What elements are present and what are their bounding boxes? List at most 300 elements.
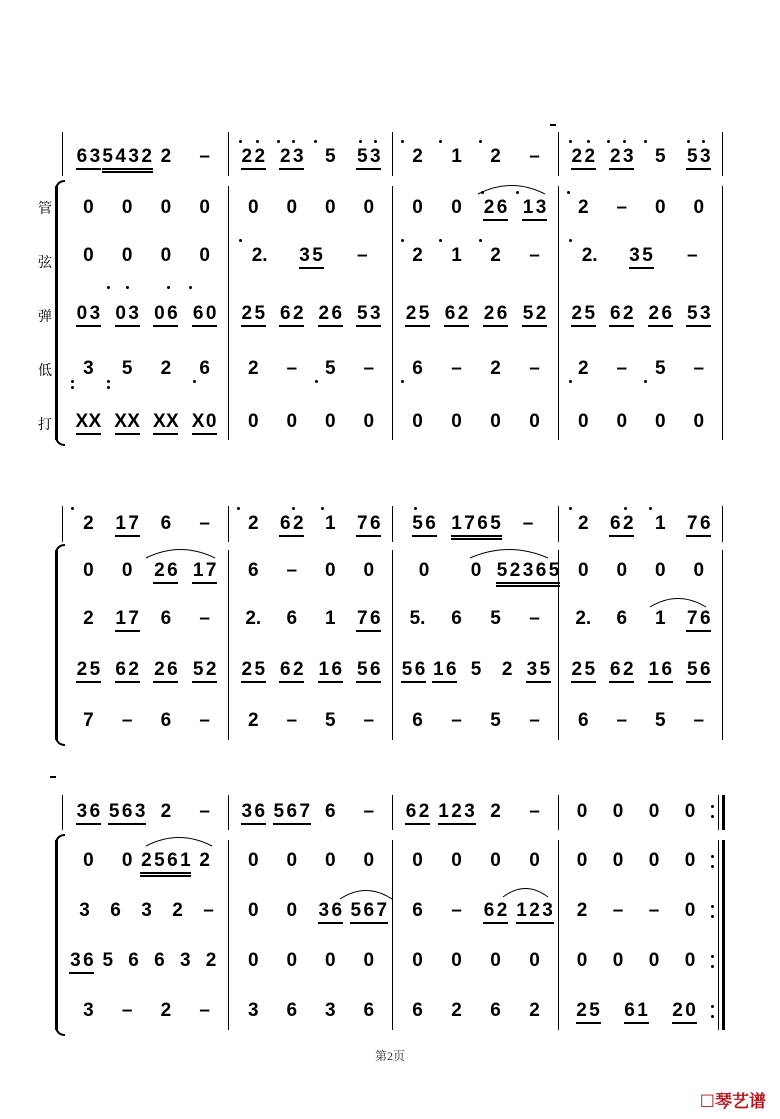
note: 5: [412, 513, 423, 534]
note: 5: [589, 1000, 600, 1021]
note: 2.: [251, 245, 268, 266]
note: 6: [121, 801, 133, 822]
note: 6: [609, 303, 621, 324]
note: 6: [286, 801, 298, 822]
note: 0: [199, 245, 210, 266]
note: 5: [312, 245, 323, 266]
note: 5: [584, 303, 596, 324]
barline: [392, 795, 393, 830]
note: 6: [496, 197, 508, 218]
barline: [558, 186, 559, 440]
underline: [273, 823, 311, 825]
barline: [228, 550, 229, 740]
note: 5: [102, 950, 114, 971]
octave-dot: [711, 815, 714, 818]
note: 2: [622, 303, 634, 324]
note: 0: [684, 950, 696, 971]
note: 2: [571, 146, 583, 167]
note: 5: [89, 659, 101, 680]
octave-dot: [374, 140, 377, 143]
note: 6: [110, 900, 121, 921]
note: 2: [205, 659, 217, 680]
underline: [69, 972, 94, 974]
barline: [62, 795, 63, 830]
note: 0: [490, 950, 501, 971]
underline: [444, 325, 469, 327]
note: 2: [405, 303, 417, 324]
note: 3: [299, 245, 310, 266]
note: 2: [576, 1000, 587, 1021]
slur-arc: [146, 835, 212, 847]
note: 0: [247, 850, 259, 871]
note: 3: [324, 1000, 336, 1021]
dash: –: [203, 900, 214, 921]
note: 3: [369, 303, 381, 324]
note: 5: [654, 146, 666, 167]
underline: [496, 582, 560, 584]
note: 1: [433, 659, 444, 680]
note: 0: [616, 411, 628, 432]
note: 5.: [409, 608, 426, 629]
bracket-hook: [55, 1028, 65, 1038]
note: X: [166, 411, 179, 432]
barline: [228, 132, 229, 176]
note: 3: [247, 1000, 259, 1021]
octave-dot: [277, 140, 280, 143]
note: 3: [128, 146, 139, 167]
note: 2: [529, 1000, 540, 1021]
note: 2: [241, 146, 253, 167]
note: 0: [247, 411, 259, 432]
note: 0: [529, 411, 540, 432]
note: 1: [637, 1000, 648, 1021]
octave-dot: [711, 855, 714, 858]
underline: [76, 168, 101, 170]
note: 5: [121, 358, 133, 379]
underline: [629, 267, 654, 269]
note: 0: [286, 197, 298, 218]
note: 0: [470, 560, 482, 581]
note: 5: [324, 146, 336, 167]
underline: [76, 325, 101, 327]
underline: [153, 325, 178, 327]
octave-dot: [239, 140, 242, 143]
barline: [392, 840, 393, 1030]
underline: [350, 922, 388, 924]
note: 5: [539, 659, 551, 680]
dash: –: [612, 900, 624, 921]
note: 2: [577, 513, 589, 534]
barline: [722, 186, 723, 440]
underline: [516, 922, 554, 924]
note: 6: [496, 303, 508, 324]
note: 2: [199, 850, 210, 871]
slur-arc: [650, 596, 706, 608]
note: 5: [496, 560, 508, 581]
note: 2: [577, 197, 589, 218]
note: 0: [76, 303, 88, 324]
note: 2: [483, 303, 495, 324]
note: 3: [292, 146, 304, 167]
note: 6: [363, 900, 375, 921]
octave-dot: [711, 955, 714, 958]
instrument-label: 低: [38, 363, 52, 379]
dash: –: [529, 146, 540, 167]
system-bracket: [55, 840, 58, 1030]
note: 6: [490, 1000, 501, 1021]
instrument-label: 管: [38, 201, 52, 217]
barline: [558, 840, 559, 1030]
dash: –: [522, 513, 534, 534]
note: 3: [629, 245, 640, 266]
note: 3: [179, 950, 191, 971]
note: 5: [490, 513, 501, 534]
underline: [609, 681, 634, 683]
note: 0: [684, 850, 696, 871]
note: 2: [622, 513, 634, 534]
note: 0: [612, 850, 624, 871]
note: 2: [672, 1000, 683, 1021]
note: 0: [412, 850, 423, 871]
octave-dot: [71, 386, 74, 389]
octave-dot: [569, 507, 572, 510]
note: 0: [693, 411, 705, 432]
note: 0: [83, 197, 94, 218]
note: 0: [684, 900, 696, 921]
note: 2: [292, 513, 304, 534]
underline: [115, 681, 140, 683]
note: 6: [160, 513, 172, 534]
note: 2: [418, 801, 430, 822]
underline: [686, 168, 711, 170]
measure-number-13: [550, 124, 556, 126]
note: 5: [418, 303, 430, 324]
note: 6: [167, 560, 178, 581]
underline: [115, 535, 140, 537]
underline: [192, 325, 217, 327]
note: 6: [483, 900, 495, 921]
note: 0: [205, 303, 217, 324]
note: 5: [154, 850, 165, 871]
underline: [279, 168, 304, 170]
note: 0: [324, 950, 336, 971]
underline: [686, 535, 711, 537]
dash: –: [529, 608, 540, 629]
note: 1: [522, 197, 534, 218]
note: 0: [363, 950, 375, 971]
underline: [153, 681, 178, 683]
underline: [356, 681, 381, 683]
instrument-label: 打: [38, 417, 52, 433]
note: 2: [609, 146, 621, 167]
underline: [279, 681, 304, 683]
note: 0: [577, 411, 589, 432]
underline: [624, 1022, 649, 1024]
note: 6: [412, 1000, 423, 1021]
note: 2: [160, 1000, 172, 1021]
note: 6: [624, 1000, 635, 1021]
note: 7: [686, 608, 698, 629]
note: 2: [457, 303, 469, 324]
underline: [405, 325, 430, 327]
note: 1: [654, 513, 666, 534]
note: 3: [526, 659, 538, 680]
note: 0: [363, 850, 375, 871]
note: 3: [699, 303, 711, 324]
note: X: [88, 411, 102, 432]
note: 1: [516, 900, 527, 921]
note: 0: [160, 197, 172, 218]
underline: [451, 535, 502, 537]
note: 0: [324, 411, 336, 432]
note: 0: [451, 197, 462, 218]
site-logo: [700, 1087, 766, 1112]
note: 2: [241, 659, 253, 680]
barline: [718, 840, 719, 1030]
underline: [318, 681, 343, 683]
note: 2: [247, 710, 259, 731]
octave-dot: [649, 507, 652, 510]
note: 6: [247, 560, 259, 581]
underline: [483, 325, 508, 327]
note: 5: [584, 659, 596, 680]
note: 2: [160, 146, 172, 167]
barline: [722, 795, 725, 830]
note: 1: [654, 608, 666, 629]
octave-dot: [587, 140, 590, 143]
underline: [483, 922, 508, 924]
note: 3: [134, 801, 146, 822]
note: 6: [279, 659, 291, 680]
dash: –: [286, 560, 298, 581]
note: 6: [477, 513, 488, 534]
note: 2: [292, 659, 304, 680]
note: 2: [160, 801, 172, 822]
note: 2: [483, 197, 495, 218]
note: 5: [654, 358, 666, 379]
note: 5: [490, 710, 501, 731]
note: 6: [279, 513, 291, 534]
note: 0: [324, 560, 336, 581]
note: 2: [247, 358, 259, 379]
note: 5: [254, 659, 266, 680]
bracket-hook: [55, 180, 65, 190]
note: 2.: [581, 245, 598, 266]
bracket-hook: [55, 834, 65, 844]
note: 7: [83, 710, 94, 731]
note: 3: [141, 900, 152, 921]
note: 3: [369, 146, 381, 167]
system-bracket: [55, 550, 58, 740]
note: 2: [490, 146, 501, 167]
note: 0: [324, 197, 336, 218]
octave-dot: [107, 380, 110, 383]
note: 0: [451, 411, 462, 432]
barline: [558, 506, 559, 542]
note: 5: [273, 801, 285, 822]
note: 0: [418, 560, 430, 581]
note: 0: [199, 197, 210, 218]
note: 0: [83, 245, 94, 266]
note: 6: [661, 303, 673, 324]
note: 2: [576, 900, 588, 921]
note: 6: [115, 659, 126, 680]
note: 5: [108, 801, 120, 822]
note: 6: [89, 801, 101, 822]
underline: [356, 630, 381, 632]
octave-dot: [569, 239, 572, 242]
barline: [722, 840, 725, 1030]
note: 6: [369, 513, 381, 534]
underline: [526, 681, 551, 683]
note: 6: [412, 900, 423, 921]
note: 6: [160, 608, 172, 629]
note: 2: [529, 900, 540, 921]
underline: [496, 585, 560, 587]
underline: [522, 325, 547, 327]
note: 6: [331, 303, 343, 324]
note: 4: [115, 146, 126, 167]
underline: [108, 823, 146, 825]
underline: [192, 433, 217, 435]
barline: [722, 506, 723, 542]
note: 3: [464, 801, 475, 822]
logo-text: 琴艺谱: [715, 1092, 766, 1112]
note: 2: [584, 146, 596, 167]
octave-dot: [516, 191, 519, 194]
slur-arc: [146, 547, 215, 559]
barline: [722, 550, 723, 740]
note: 3: [535, 197, 547, 218]
octave-dot: [644, 140, 647, 143]
dash: –: [693, 358, 705, 379]
note: 0: [451, 850, 462, 871]
underline: [241, 168, 266, 170]
barline: [392, 186, 393, 440]
octave-dot: [401, 380, 404, 383]
note: 0: [324, 850, 336, 871]
dash: –: [616, 197, 628, 218]
note: 2: [571, 303, 583, 324]
underline: [318, 325, 343, 327]
note: 5: [401, 659, 413, 680]
dash: –: [687, 245, 698, 266]
octave-dot: [702, 140, 705, 143]
note: 5: [654, 710, 666, 731]
note: 6: [609, 659, 621, 680]
note: 0: [648, 950, 660, 971]
octave-dot: [107, 286, 110, 289]
dash: –: [363, 801, 375, 822]
underline: [115, 630, 140, 632]
barline: [62, 506, 63, 542]
note: 1: [324, 513, 336, 534]
note: 1: [115, 608, 126, 629]
note: 5: [490, 608, 501, 629]
dash: –: [363, 710, 375, 731]
note: 6: [369, 608, 381, 629]
note: 6: [577, 710, 589, 731]
note: 0: [451, 950, 462, 971]
dash: –: [451, 358, 462, 379]
note: 6: [616, 608, 628, 629]
note: 0: [576, 950, 588, 971]
note: 2: [292, 303, 304, 324]
note: 2: [247, 513, 259, 534]
octave-dot: [239, 239, 242, 242]
octave-dot: [256, 140, 259, 143]
octave-dot: [401, 239, 404, 242]
note: 2: [205, 950, 217, 971]
note: 6: [199, 358, 210, 379]
note: 0: [363, 197, 375, 218]
note: 1: [192, 560, 204, 581]
note: 7: [128, 513, 139, 534]
note: 2: [622, 659, 634, 680]
underline: [571, 325, 596, 327]
octave-dot: [439, 140, 442, 143]
underline: [140, 872, 191, 874]
note: 2: [172, 900, 183, 921]
underline: [648, 681, 673, 683]
dash: –: [286, 710, 298, 731]
note: 1: [648, 659, 660, 680]
note: 2: [451, 1000, 462, 1021]
note: 0: [412, 950, 423, 971]
note: 6: [83, 950, 94, 971]
octave-dot: [193, 380, 196, 383]
note: 0: [529, 850, 540, 871]
octave-dot: [167, 286, 170, 289]
dash: –: [451, 710, 462, 731]
note: 7: [464, 513, 475, 534]
note: 1: [324, 608, 336, 629]
note: 1: [180, 850, 191, 871]
note: 2: [577, 358, 589, 379]
bracket-hook: [55, 438, 65, 448]
note: 6: [254, 801, 266, 822]
underline: [401, 681, 426, 683]
note: 3: [89, 146, 101, 167]
note: 3: [622, 146, 634, 167]
note: 2: [141, 146, 152, 167]
note: 6: [167, 303, 178, 324]
underline: [241, 823, 266, 825]
underline: [102, 171, 153, 173]
note: 2: [318, 303, 330, 324]
barline: [392, 506, 393, 542]
note: X: [191, 411, 205, 432]
underline: [192, 681, 217, 683]
octave-dot: [644, 380, 647, 383]
note: 2: [535, 303, 547, 324]
underline: [576, 1022, 601, 1024]
octave-dot: [711, 865, 714, 868]
note: 6: [324, 801, 336, 822]
note: 6: [279, 303, 291, 324]
note: 3: [83, 1000, 94, 1021]
note: 3: [76, 801, 88, 822]
underline: [241, 325, 266, 327]
dash: –: [529, 801, 540, 822]
note: 0: [684, 801, 696, 822]
note: 6: [167, 659, 178, 680]
note: 6: [446, 659, 457, 680]
note: 6: [412, 358, 423, 379]
note: 0: [412, 197, 423, 218]
note: 2: [571, 659, 583, 680]
note: 3: [699, 146, 711, 167]
